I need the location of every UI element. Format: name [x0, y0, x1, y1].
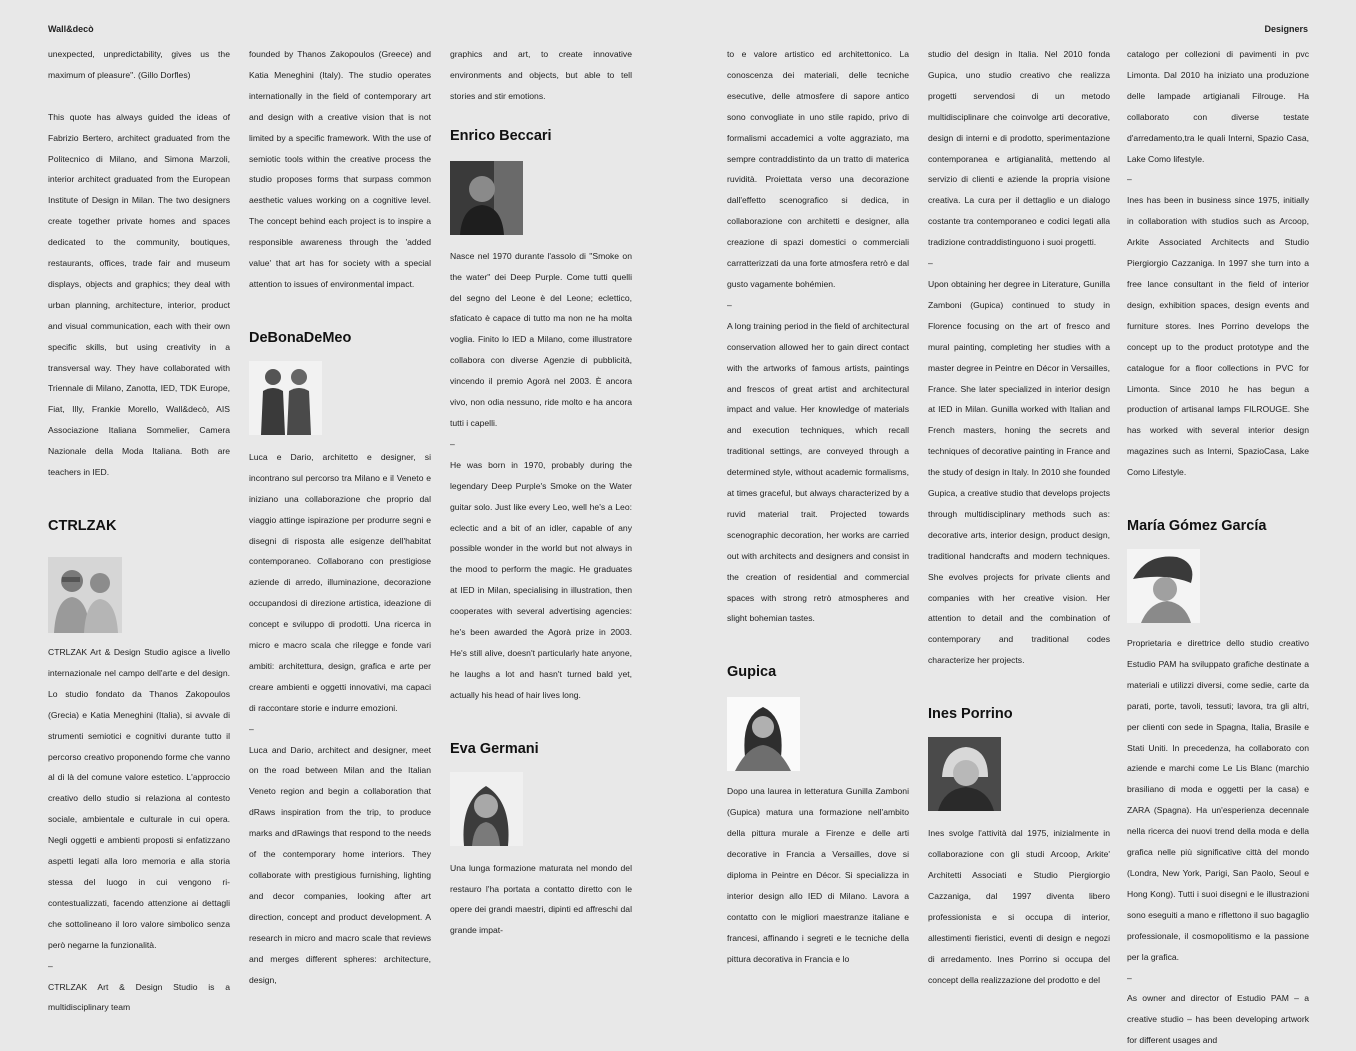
section-title-porrino: Ines Porrino — [928, 706, 1013, 723]
column-5 — [928, 44, 1110, 985]
paragraph: Dopo una laurea in letteratura Gunilla Zamboni (Gupica) matura una formazione nell'ambito della pittura murale a Firenze e delle arti decorative in Francia a Versailles, dove si diploma in Peintre en Décor. Si specializza in interior design allo IED di Milano. Lavora a contatto con le migliori maestranze italiane e francesi, affinando i segreti e le tecniche della pittura decorativa in Francia e lo — [727, 786, 909, 964]
separator-dash: – — [48, 960, 53, 971]
ctrlzak-photo — [48, 557, 122, 633]
paragraph: founded by Thanos Zakopoulos (Greece) and Katia Meneghini (Italy). The studio operates internationally in the field of contemporary art and design with a creative vision that is not limited by a specific framework. With the use of semiotic tools within the creative process the studio proposes forms that surpass common aesthetic values working on a cognitive level. The concept behind each project is to inspire a responsible awareness through the 'added value' that art has for society with a special attention to issues of environmental impact. — [249, 49, 431, 289]
separator-dash: – — [1127, 174, 1132, 185]
column-6 — [1127, 44, 1309, 1046]
paragraph: As owner and director of Estudio PAM – a creative studio – has been developing artwork for different usages and — [1127, 993, 1309, 1046]
paragraph: Una lunga formazione maturata nel mondo del restauro l'ha portata a contatto diretto con le opere dei grandi maestri, dipinti ed affreschi dal grande impat- — [450, 862, 632, 936]
paragraph: Proprietaria e direttrice dello studio creativo Estudio PAM ha sviluppato grafiche destinate a materiali e utilizzi diversi, come sedie, carte da parati, porte, tavoli, tessuti; lavora, tra gli altri, per clienti con sede in Spagna, Italia, Brasile e Stati Uniti. In precedenza, ha collaborato con aziende e marchi come Le Lis Blanc (marchio brasiliano di moda e oggetti per la casa) e ZARA (Spagna). Ha un'esperienza decennale nella ricerca dei nuovi trend della moda e della grafica nelle più significative città del mondo (Londra, New York, Parigi, San Paolo, Seoul e Hong Kong). Tutti i suoi disegni e le illustrazioni sono eseguiti a mano e riflettono il suo bagaglio professionale, il cosmopolitismo e la passione per la grafica. — [1127, 638, 1309, 962]
paragraph: to e valore artistico ed architettonico. La conoscenza dei materiali, delle tecniche esecutive, delle atmosfere di sapore antico sono convogliate in uno stile rapido, privo di formalismi accademici a volte aggraziato, ma sempre contraddistinto da un tratto di materica ruvidità. Proiettata verso una decorazione dall'effetto scenografico si dedica, in collaborazione con architetti e designer, alla creazione di spazi domestici o commerciali carratterizzati da una forte atmosfera retrò e dal gusto vagamente bohémien. — [727, 49, 909, 289]
column-2 — [249, 44, 431, 985]
gomez-photo — [1127, 549, 1200, 623]
separator-dash: – — [1127, 972, 1132, 983]
gupica-photo — [727, 697, 800, 771]
paragraph: He was born in 1970, probably during the legendary Deep Purple's Smoke on the Water guitar solo. Just like every Leo, well he's a Leo: eclectic and a bit of an idler, capable of any possible wonder in the world but not always in the mood to perform the magic. He graduates at IED in Milan, specialising in illustration, then cooperates with several advertising agencies: he's been awarded the Agorà prize in 2003. He's still alive, doesn't particularly hate anyone, he laughs a lot and hasn't turned bald yet, actually his head of hair lives long. — [450, 459, 632, 700]
separator-dash: – — [928, 258, 933, 269]
paragraph: Ines has been in business since 1975, initially in collaboration with studios such as Arcoop, Arkite Associated Architects and Studio Piergiorgio Cazzaniga. In 1997 she turn into a free lance consultant in the field of interior design, exhibition spaces, design events and furniture stores. Ines Porrino develops the concept up to the product prototype and the catalogue for a floor collections in PVC for Limonta. Since 2010 he has begun a production of artisanal lamps FILROUGE. She has worked with several interior design magazines such as Interni, SpazioCasa, Lake Como Lifestyle. — [1127, 195, 1309, 478]
section-title-ctrlzak: CTRLZAK — [48, 518, 117, 535]
paragraph: Upon obtaining her degree in Literature, Gunilla Zamboni (Gupica) continued to study in Florence focusing on the art of fresco and mural painting, completing her studies with a master degree in Peintre en Décor in Versailles, France. She later specialized in interior design at IED in Milan. Gunilla worked with Italian and French masters, honing the secrets and techniques of decorative painting in France and the study of design in Italy. In 2010 she founded Gupica, a creative studio that develops projects through multidisciplinary methods such as: decorative arts, interior design, product design, traditional handcrafts and modern techniques. She evolves projects for private clients and companies with her creative vision. Her attention to detail and the combination of contemporary and traditional codes characterize her projects. — [928, 278, 1110, 666]
paragraph: studio del design in Italia. Nel 2010 fonda Gupica, uno studio creativo che realizza progetti servendosi di un metodo multidisciplinare che coinvolge arti decorative, design di interni e di prodotto, sperimentazione contemporanea e artigianalità, mettendo al servizio di clienti e aziende la propria visione creativa. La cura per il dettaglio e un dialogo costante tra contemporaneo e codici legati alla tradizione contraddistinguono i suoi progetti. — [928, 49, 1110, 248]
paragraph: A long training period in the field of architectural conservation allowed her to gain direct contact with the artworks of famous artists, paintings and frescos of great artist and architectural impact and value. Her knowledge of materials and execution techniques, which recall traditional settings, are conveyed through a determined style, without academic formalisms, at times graceful, but always characterized by a ruvid material trait. Projected towards scenographic decoration, her works are carried out with architects and designers and consist in the creation of residential and commercial spaces with strong retrò atmospheres and slight bohemian tastes. — [727, 320, 909, 624]
paragraph: catalogo per collezioni di pavimenti in pvc Limonta. Dal 2010 ha iniziato una produzione delle lampade artigianali Filrouge. Ha collaborato con diverse testate d'arredamento,tra le quali Interni, Spazio Casa, Lake Como lifestyle. — [1127, 49, 1309, 164]
header-left: Wall&decò — [48, 24, 94, 34]
column-1 — [48, 44, 230, 1013]
paragraph: This quote has always guided the ideas of Fabrizio Bertero, architect graduated from the Politecnico di Milano, and Simona Marzoli, interior architect graduated from the European Institute of Design in Milan. The two designers create together private homes and spaces dedicated to the community, boutiques, restaurants, offices, trade fair and museum displays, objects and graphics; they deal with urban planning, architecture, interior, product and visual communication, each with their own specific skills, but using creativity in a transversal way. They have collaborated with Triennale di Milano, Zanotta, IED, TDK Europe, Fiat, Illy, Frankie Morello, Wall&decò, AIS Associazione Italiana Sommelier, Camera Nazionale della Moda Italiana. Both are teachers in IED. — [48, 111, 230, 478]
paragraph: CTRLZAK Art & Design Studio agisce a livello internazionale nel campo dell'arte e del design. Lo studio fondato da Thanos Zakopoulos (Grecia) e Katia Meneghini (Italia), si avvale di strumenti semiotici e cognitivi durante tutto il percorso creativo proponendo forme che vanno al di là del comune valore estetico. L'approccio creativo dello studio si relaziona al contesto sociale, ambientale e culturale in cui opera. Negli oggetti e ambienti proposti si enfatizzano aspetti legati alla loro memoria e alla storia stessa del luogo in cui vengono ri-contestualizzati, facendo attenzione ai dettagli che sottolineano il loro valore simbolico senza però negarne la funzionalità. — [48, 647, 230, 950]
porrino-photo — [928, 737, 1001, 811]
paragraph: Ines svolge l'attività dal 1975, inizialmente in collaborazione con gli studi Arcoop, Arkite' Architetti Associati e Studio Piergiorgio Cazzaniga, dal 1997 diventa libero professionista e si occupa di interior, allestimenti fieristici, eventi di design e negozi di arredamento. Ines Porrino si occupa del concept della realizzazione del prodotto e del — [928, 828, 1110, 985]
column-4 — [727, 44, 909, 964]
section-title-debonademeo: DeBonaDeMeo — [249, 329, 352, 346]
section-title-gupica: Gupica — [727, 664, 777, 681]
separator-dash: – — [727, 299, 732, 310]
paragraph: CTRLZAK Art & Design Studio is a multidisciplinary team — [48, 981, 230, 1013]
header-right: Designers — [1264, 24, 1308, 34]
debonademeo-photo — [249, 361, 322, 435]
paragraph: unexpected, unpredictability, gives us the maximum of pleasure". (Gillo Dorfles) — [48, 49, 230, 80]
section-title-gomez: María Gómez García — [1127, 518, 1267, 535]
paragraph: Luca and Dario, architect and designer, meet on the road between Milan and the Italian Veneto region and begin a collaboration that dRaws inspiration from the trip, to produce marks and dRawings that respond to the needs of the contemporary home interiors. They collaborate with prestigious furnishing, lighting and decor companies, looking after art direction, concept and product development. A research in micro and macro scale that reviews and merges different spheres: architecture, design, — [249, 744, 431, 985]
section-title-germani: Eva Germani — [450, 740, 539, 757]
separator-dash: – — [249, 723, 254, 734]
germani-photo — [450, 772, 523, 846]
separator-dash: – — [450, 438, 455, 449]
section-title-beccari: Enrico Beccari — [450, 127, 552, 144]
paragraph: graphics and art, to create innovative environments and objects, but able to tell stories and stir emotions. — [450, 49, 632, 101]
column-3 — [450, 44, 632, 936]
paragraph: Luca e Dario, architetto e designer, si incontrano sul percorso tra Milano e il Veneto e iniziano una collaborazione che proprio dal viaggio attinge ispirazione per produrre segni e disegni di risposta alle esigenze dell'habitat contemporaneo. Collaborano con prestigiose aziende di arredo, illuminazione, decorazione occupandosi di direzione artistica, ideazione di concept e sviluppo di prodotti. Una ricerca in micro e macro scala che rilegge e fonde vari ambiti: architettura, design, grafica e arte per creare ambienti e oggetti innovativi, ma capaci di raccontare storie e indurre emozioni. — [249, 451, 431, 713]
paragraph: Nasce nel 1970 durante l'assolo di "Smoke on the water" dei Deep Purple. Come tutti quelli del segno del Leone è del Leone; eclettico, sfaticato è capace di tutto ma non ne ha molta voglia. Finito lo IED a Milano, come illustratore collabora con diverse Agenzie di pubblicità, vincendo il premio Agorà nel 2003. È ancora vivo, non odia nessuno, ride molto e ha ancora tutti i capelli. — [450, 250, 632, 428]
beccari-photo — [450, 161, 523, 235]
